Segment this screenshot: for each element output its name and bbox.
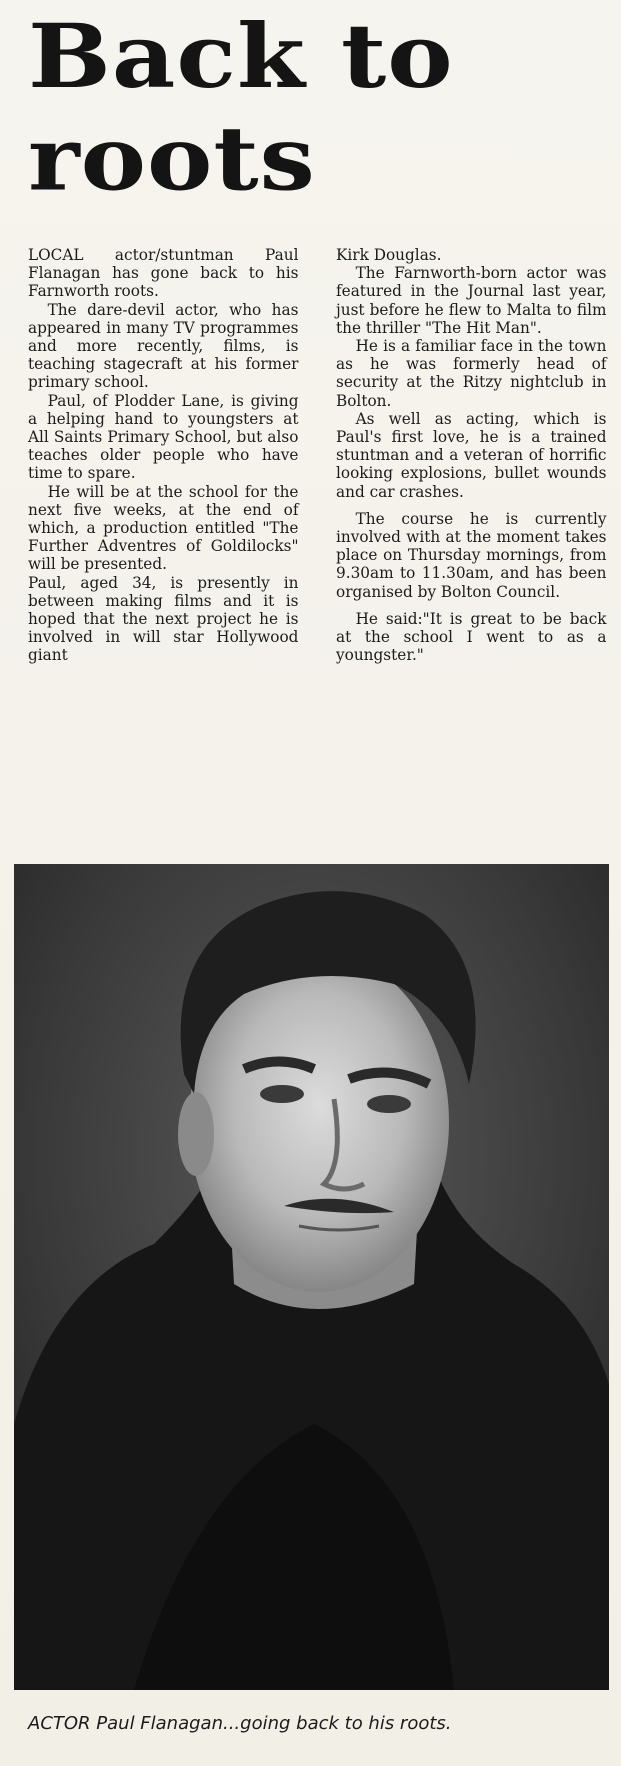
- photo-caption: ACTOR Paul Flanagan...going back to his roots.: [28, 1713, 452, 1734]
- paragraph: Kirk Douglas.: [336, 246, 442, 264]
- paragraph: Paul, of Plodder Lane, is giving a helping hand to youngsters at All Saints Primary School, but also teaches older people who have time to spare.: [28, 391, 299, 483]
- headline: [28, 6, 608, 211]
- article-body: [28, 246, 612, 842]
- portrait-photo: [14, 864, 609, 1690]
- paragraph: As well as acting, which is Paul's first love, he is a trained stuntman and a veteran of horrific looking explosions, bullet wounds and car crashes.: [336, 409, 607, 501]
- paragraph: The dare-devil actor, who has appeared in many TV programmes and more recently, films, is teaching stagecraft at his former primary school.: [28, 300, 299, 392]
- portrait-image: [14, 864, 609, 1690]
- paragraph: He said:"It is great to be back at the school I went to as a youngster.": [336, 609, 607, 665]
- paragraph: He is a familiar face in the town as he was formerly head of security at the Ritzy nightclub in Bolton.: [336, 337, 607, 410]
- column-1: [28, 246, 298, 842]
- paragraph: LOCAL actor/stuntman Paul Flanagan has gone back to his Farnworth roots.: [28, 246, 299, 301]
- headline-line-2: roots: [28, 107, 316, 212]
- headline-line-1: Back to: [28, 5, 454, 109]
- paragraph: Paul, aged 34, is presently in between making films and it is hoped that the next project he is involved in will star Hollywood giant: [28, 573, 299, 665]
- paragraph: The Farnworth-born actor was featured in the Journal last year, just before he flew to Malta to film the thriller "The Hit Man".: [336, 264, 607, 337]
- paragraph: He will be at the school for the next five weeks, at the end of which, a production entitled "The Further Adventres of Goldilocks" will be presented.: [28, 482, 299, 574]
- column-2: [336, 246, 606, 842]
- paragraph: The course he is currently involved with at the moment takes place on Thursday mornings, from 9.30am to 11.30am, and has been organised by Bolton Council.: [336, 509, 607, 601]
